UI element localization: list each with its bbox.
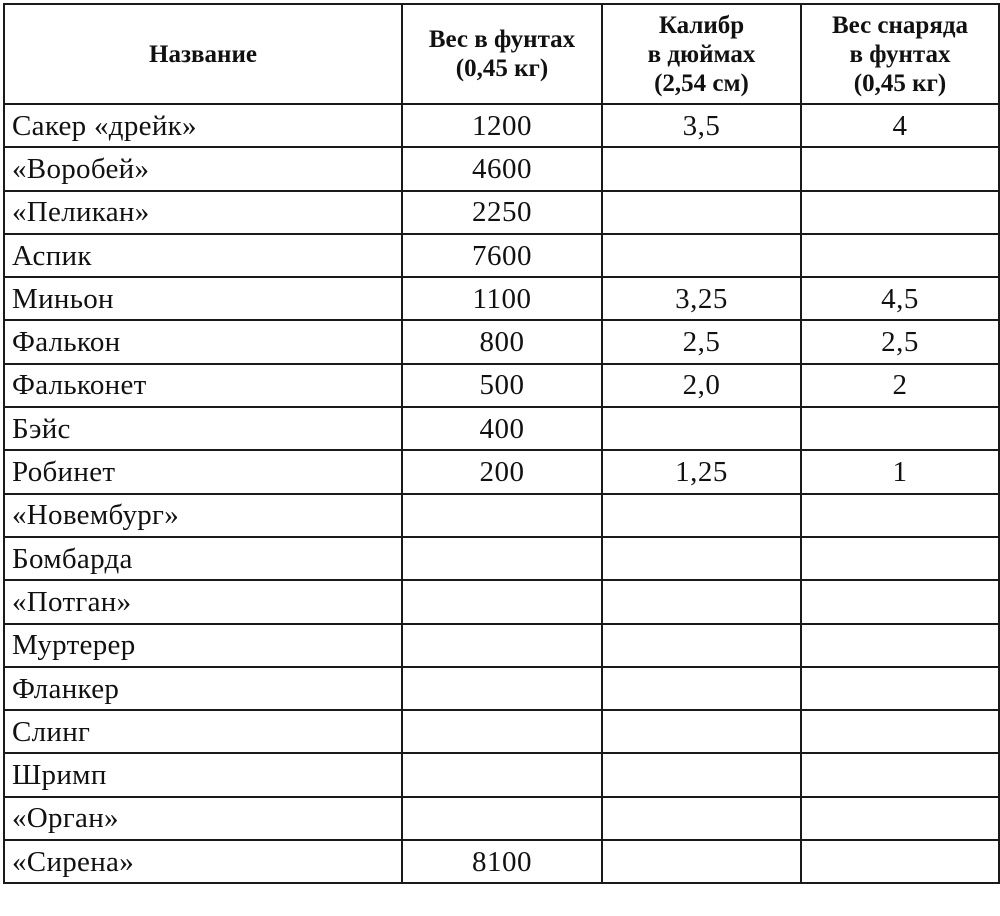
cell-shot-weight [801,797,999,840]
cell-shot-weight [801,753,999,796]
cell-weight: 800 [402,320,602,363]
cell-weight: 400 [402,407,602,450]
cell-weight: 4600 [402,147,602,190]
table-row [4,277,999,320]
cell-name: Бомбарда [4,537,402,580]
header-shot-weight-line-3: (0,45 кг) [853,69,947,97]
table-row [4,364,999,407]
header-shot-weight [801,4,999,104]
cell-shot-weight [801,147,999,190]
table-row [4,407,999,450]
table-row [4,494,999,537]
cell-caliber [602,840,801,883]
cell-shot-weight [801,191,999,234]
table-row [4,537,999,580]
cell-shot-weight [801,537,999,580]
table-row [4,147,999,190]
cell-name: «Новембург» [4,494,402,537]
table-body [4,104,999,883]
cell-shot-weight [801,710,999,753]
table-row [4,104,999,147]
header-weight [402,4,602,104]
cell-caliber [602,537,801,580]
cell-caliber [602,710,801,753]
table-row [4,191,999,234]
cell-name: «Воробей» [4,147,402,190]
cell-name: Фланкер [4,667,402,710]
cell-shot-weight: 2,5 [801,320,999,363]
cell-shot-weight [801,580,999,623]
cell-weight: 8100 [402,840,602,883]
cell-caliber [602,580,801,623]
cell-shot-weight: 4,5 [801,277,999,320]
cell-weight: 1200 [402,104,602,147]
cell-name: «Орган» [4,797,402,840]
cell-weight [402,667,602,710]
cell-shot-weight [801,624,999,667]
header-name [4,4,402,104]
cell-caliber [602,494,801,537]
cell-caliber [602,407,801,450]
header-shot-weight-line-1: Вес снаряда [832,11,968,39]
table-row [4,624,999,667]
cell-weight [402,753,602,796]
cell-caliber [602,753,801,796]
cell-name: Шримп [4,753,402,796]
table-row [4,450,999,493]
cell-caliber: 2,5 [602,320,801,363]
cell-caliber: 3,25 [602,277,801,320]
cell-weight [402,580,602,623]
cell-weight [402,537,602,580]
cell-shot-weight: 2 [801,364,999,407]
cell-shot-weight [801,667,999,710]
table-header [4,4,999,104]
table-row [4,320,999,363]
cell-shot-weight [801,840,999,883]
cell-name: «Сирена» [4,840,402,883]
cell-weight: 200 [402,450,602,493]
table-row [4,797,999,840]
header-weight-line-1: Вес в фунтах [428,26,576,53]
header-caliber-line-1: Калибр [658,11,745,39]
table-row [4,710,999,753]
table-row [4,667,999,710]
cell-name: Миньон [4,277,402,320]
cell-shot-weight [801,494,999,537]
cell-weight [402,710,602,753]
cell-name: Муртерер [4,624,402,667]
cell-weight: 1100 [402,277,602,320]
cell-shot-weight [801,407,999,450]
header-caliber-line-2: в дюймах [647,40,756,68]
table-row [4,753,999,796]
cell-caliber: 1,25 [602,450,801,493]
cell-weight: 500 [402,364,602,407]
cell-name: Бэйс [4,407,402,450]
table-row [4,234,999,277]
header-name-line: Название [149,40,257,68]
header-caliber [602,4,801,104]
header-caliber-line-3: (2,54 см) [654,69,749,97]
cell-name: Аспик [4,234,402,277]
cell-weight [402,797,602,840]
cell-shot-weight: 1 [801,450,999,493]
cell-name: «Пеликан» [4,191,402,234]
cell-name: Сакер «дрейк» [4,104,402,147]
cell-caliber [602,147,801,190]
cell-weight [402,624,602,667]
cell-caliber [602,797,801,840]
cell-caliber: 2,0 [602,364,801,407]
cell-caliber [602,191,801,234]
header-weight-line-2: (0,45 кг) [455,55,549,82]
cell-shot-weight: 4 [801,104,999,147]
cell-name: Фальконет [4,364,402,407]
cell-name: Робинет [4,450,402,493]
cell-caliber: 3,5 [602,104,801,147]
cell-caliber [602,667,801,710]
table-row [4,580,999,623]
cell-caliber [602,624,801,667]
cell-name: «Потган» [4,580,402,623]
cell-weight [402,494,602,537]
table-row [4,840,999,883]
cell-weight: 2250 [402,191,602,234]
cell-name: Фалькон [4,320,402,363]
guns-table [3,3,1000,884]
header-row [4,4,999,104]
cell-caliber [602,234,801,277]
cell-weight: 7600 [402,234,602,277]
cell-name: Слинг [4,710,402,753]
cell-shot-weight [801,234,999,277]
header-shot-weight-line-2: в фунтах [849,40,951,68]
